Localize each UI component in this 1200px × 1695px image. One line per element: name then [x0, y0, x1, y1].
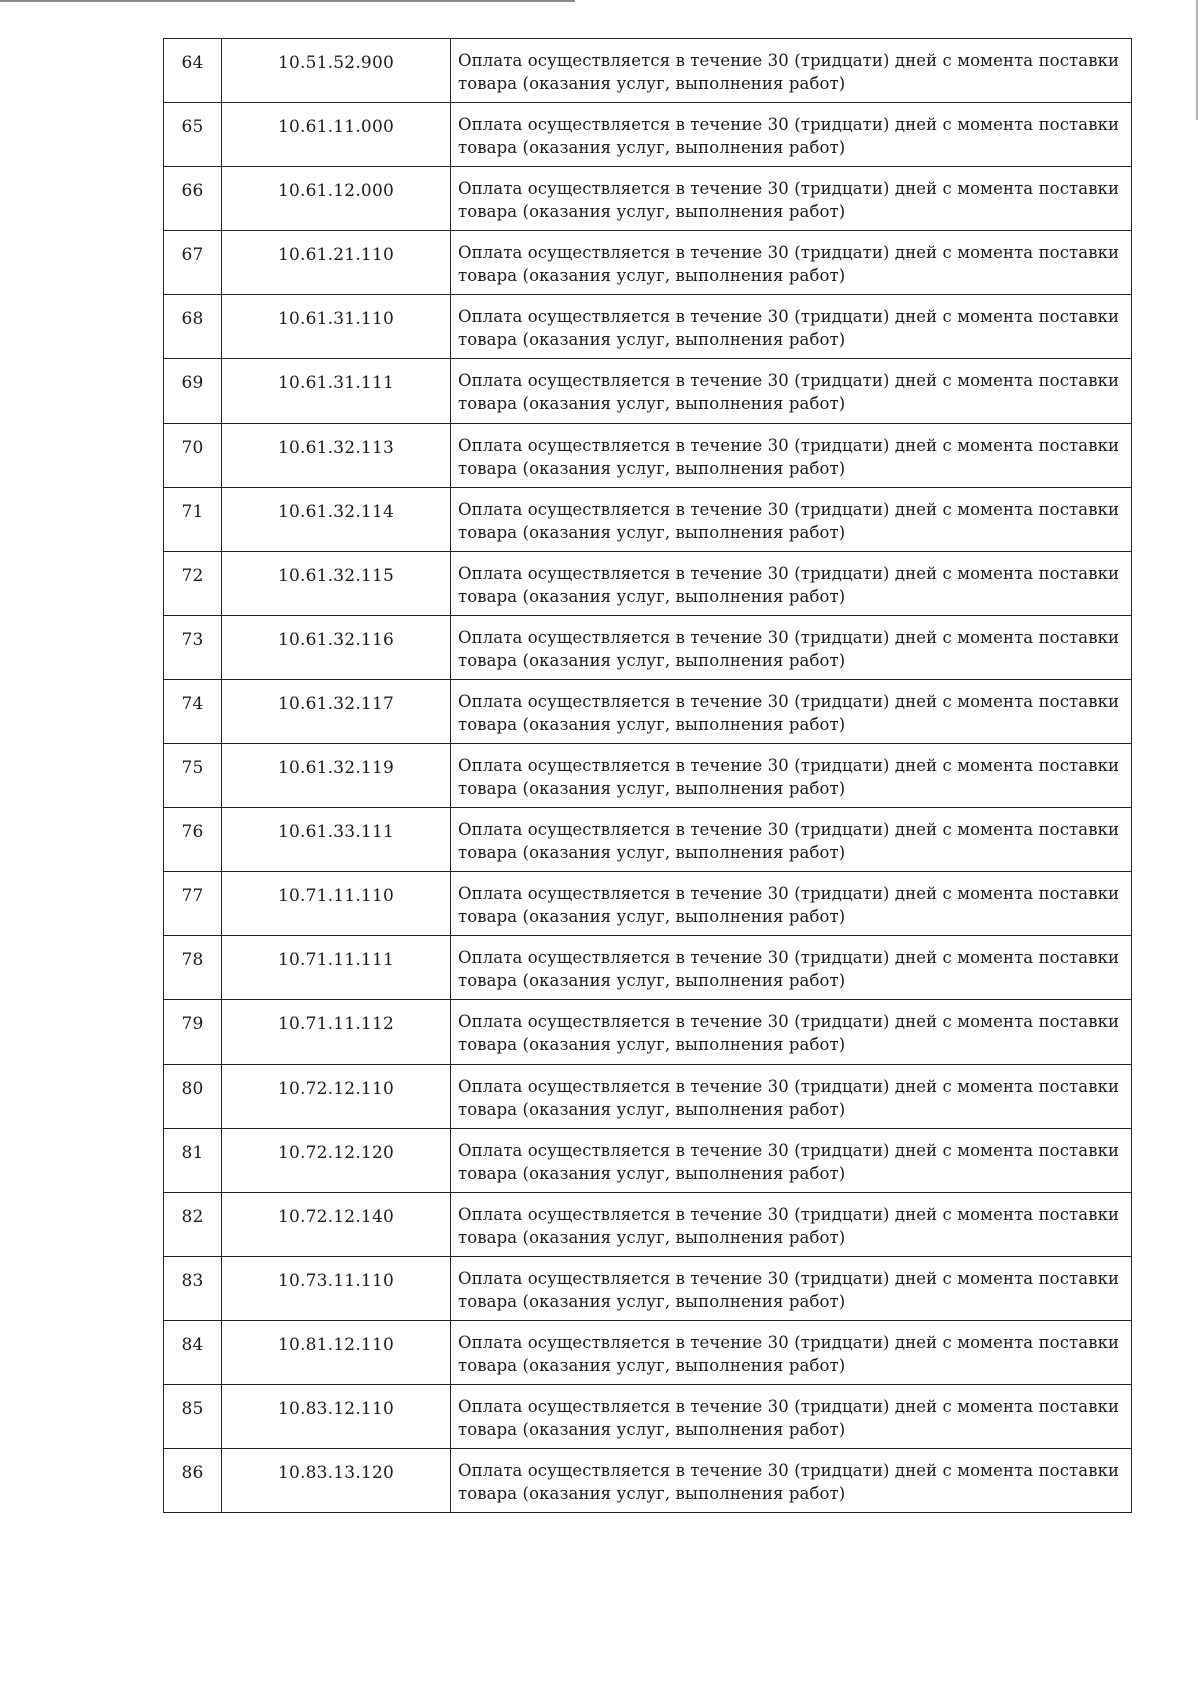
row-number: 76	[164, 808, 222, 872]
table-row	[164, 1384, 1132, 1448]
okpd2-code: 10.61.31.110	[222, 295, 451, 359]
okpd2-code: 10.61.32.113	[222, 423, 451, 487]
payment-terms: Оплата осуществляется в течение 30 (тридцати) дней с момента поставки товара (оказания услуг, выполнения работ)	[451, 359, 1132, 423]
row-number: 69	[164, 359, 222, 423]
table-row	[164, 1256, 1132, 1320]
scan-edge-right	[1196, 0, 1198, 120]
table-row	[164, 103, 1132, 167]
row-number: 70	[164, 423, 222, 487]
table-row	[164, 167, 1132, 231]
payment-terms: Оплата осуществляется в течение 30 (тридцати) дней с момента поставки товара (оказания услуг, выполнения работ)	[451, 551, 1132, 615]
okpd2-code: 10.61.32.116	[222, 615, 451, 679]
okpd2-code: 10.61.32.115	[222, 551, 451, 615]
okpd2-code: 10.71.11.111	[222, 936, 451, 1000]
scan-edge-top	[0, 0, 575, 2]
row-number: 75	[164, 744, 222, 808]
payment-terms: Оплата осуществляется в течение 30 (тридцати) дней с момента поставки товара (оказания услуг, выполнения работ)	[451, 167, 1132, 231]
table-row	[164, 1064, 1132, 1128]
payment-terms: Оплата осуществляется в течение 30 (тридцати) дней с момента поставки товара (оказания услуг, выполнения работ)	[451, 1256, 1132, 1320]
table-row	[164, 359, 1132, 423]
row-number: 66	[164, 167, 222, 231]
row-number: 68	[164, 295, 222, 359]
row-number: 79	[164, 1000, 222, 1064]
payment-terms: Оплата осуществляется в течение 30 (тридцати) дней с момента поставки товара (оказания услуг, выполнения работ)	[451, 936, 1132, 1000]
table-row	[164, 39, 1132, 103]
table-row	[164, 872, 1132, 936]
okpd2-code: 10.72.12.110	[222, 1064, 451, 1128]
okpd2-code: 10.71.11.112	[222, 1000, 451, 1064]
table-row	[164, 1000, 1132, 1064]
table-row	[164, 808, 1132, 872]
okpd2-code: 10.61.12.000	[222, 167, 451, 231]
payment-terms: Оплата осуществляется в течение 30 (тридцати) дней с момента поставки товара (оказания услуг, выполнения работ)	[451, 103, 1132, 167]
row-number: 82	[164, 1192, 222, 1256]
table-row	[164, 679, 1132, 743]
payment-terms: Оплата осуществляется в течение 30 (тридцати) дней с момента поставки товара (оказания услуг, выполнения работ)	[451, 744, 1132, 808]
row-number: 80	[164, 1064, 222, 1128]
table-row	[164, 936, 1132, 1000]
payment-terms-table	[163, 38, 1132, 1513]
row-number: 67	[164, 231, 222, 295]
row-number: 81	[164, 1128, 222, 1192]
row-number: 72	[164, 551, 222, 615]
table-row	[164, 1320, 1132, 1384]
payment-terms: Оплата осуществляется в течение 30 (тридцати) дней с момента поставки товара (оказания услуг, выполнения работ)	[451, 1128, 1132, 1192]
table-row	[164, 295, 1132, 359]
table-row	[164, 231, 1132, 295]
okpd2-code: 10.73.11.110	[222, 1256, 451, 1320]
table-row	[164, 487, 1132, 551]
table-row	[164, 1449, 1132, 1513]
row-number: 86	[164, 1449, 222, 1513]
okpd2-code: 10.51.52.900	[222, 39, 451, 103]
okpd2-code: 10.72.12.140	[222, 1192, 451, 1256]
row-number: 71	[164, 487, 222, 551]
table-row	[164, 615, 1132, 679]
row-number: 77	[164, 872, 222, 936]
payment-terms: Оплата осуществляется в течение 30 (тридцати) дней с момента поставки товара (оказания услуг, выполнения работ)	[451, 872, 1132, 936]
payment-terms: Оплата осуществляется в течение 30 (тридцати) дней с момента поставки товара (оказания услуг, выполнения работ)	[451, 1064, 1132, 1128]
okpd2-code: 10.61.32.117	[222, 679, 451, 743]
okpd2-code: 10.72.12.120	[222, 1128, 451, 1192]
okpd2-code: 10.83.13.120	[222, 1449, 451, 1513]
payment-terms: Оплата осуществляется в течение 30 (тридцати) дней с момента поставки товара (оказания услуг, выполнения работ)	[451, 39, 1132, 103]
okpd2-code: 10.61.11.000	[222, 103, 451, 167]
payment-terms: Оплата осуществляется в течение 30 (тридцати) дней с момента поставки товара (оказания услуг, выполнения работ)	[451, 1000, 1132, 1064]
okpd2-code: 10.61.21.110	[222, 231, 451, 295]
row-number: 74	[164, 679, 222, 743]
row-number: 73	[164, 615, 222, 679]
payment-terms: Оплата осуществляется в течение 30 (тридцати) дней с момента поставки товара (оказания услуг, выполнения работ)	[451, 615, 1132, 679]
row-number: 65	[164, 103, 222, 167]
table-row	[164, 423, 1132, 487]
payment-terms: Оплата осуществляется в течение 30 (тридцати) дней с момента поставки товара (оказания услуг, выполнения работ)	[451, 1384, 1132, 1448]
payment-terms: Оплата осуществляется в течение 30 (тридцати) дней с момента поставки товара (оказания услуг, выполнения работ)	[451, 1449, 1132, 1513]
table-row	[164, 551, 1132, 615]
table-body	[164, 39, 1132, 1513]
table-row	[164, 1192, 1132, 1256]
okpd2-code: 10.61.31.111	[222, 359, 451, 423]
table-row	[164, 744, 1132, 808]
payment-terms: Оплата осуществляется в течение 30 (тридцати) дней с момента поставки товара (оказания услуг, выполнения работ)	[451, 808, 1132, 872]
okpd2-code: 10.83.12.110	[222, 1384, 451, 1448]
okpd2-code: 10.61.32.119	[222, 744, 451, 808]
okpd2-code: 10.61.32.114	[222, 487, 451, 551]
payment-terms: Оплата осуществляется в течение 30 (тридцати) дней с момента поставки товара (оказания услуг, выполнения работ)	[451, 1320, 1132, 1384]
row-number: 78	[164, 936, 222, 1000]
row-number: 84	[164, 1320, 222, 1384]
okpd2-code: 10.71.11.110	[222, 872, 451, 936]
okpd2-code: 10.81.12.110	[222, 1320, 451, 1384]
row-number: 85	[164, 1384, 222, 1448]
payment-terms: Оплата осуществляется в течение 30 (тридцати) дней с момента поставки товара (оказания услуг, выполнения работ)	[451, 295, 1132, 359]
payment-terms: Оплата осуществляется в течение 30 (тридцати) дней с момента поставки товара (оказания услуг, выполнения работ)	[451, 1192, 1132, 1256]
payment-terms: Оплата осуществляется в течение 30 (тридцати) дней с момента поставки товара (оказания услуг, выполнения работ)	[451, 423, 1132, 487]
payment-terms: Оплата осуществляется в течение 30 (тридцати) дней с момента поставки товара (оказания услуг, выполнения работ)	[451, 487, 1132, 551]
payment-terms: Оплата осуществляется в течение 30 (тридцати) дней с момента поставки товара (оказания услуг, выполнения работ)	[451, 679, 1132, 743]
table-row	[164, 1128, 1132, 1192]
payment-terms: Оплата осуществляется в течение 30 (тридцати) дней с момента поставки товара (оказания услуг, выполнения работ)	[451, 231, 1132, 295]
row-number: 64	[164, 39, 222, 103]
row-number: 83	[164, 1256, 222, 1320]
okpd2-code: 10.61.33.111	[222, 808, 451, 872]
